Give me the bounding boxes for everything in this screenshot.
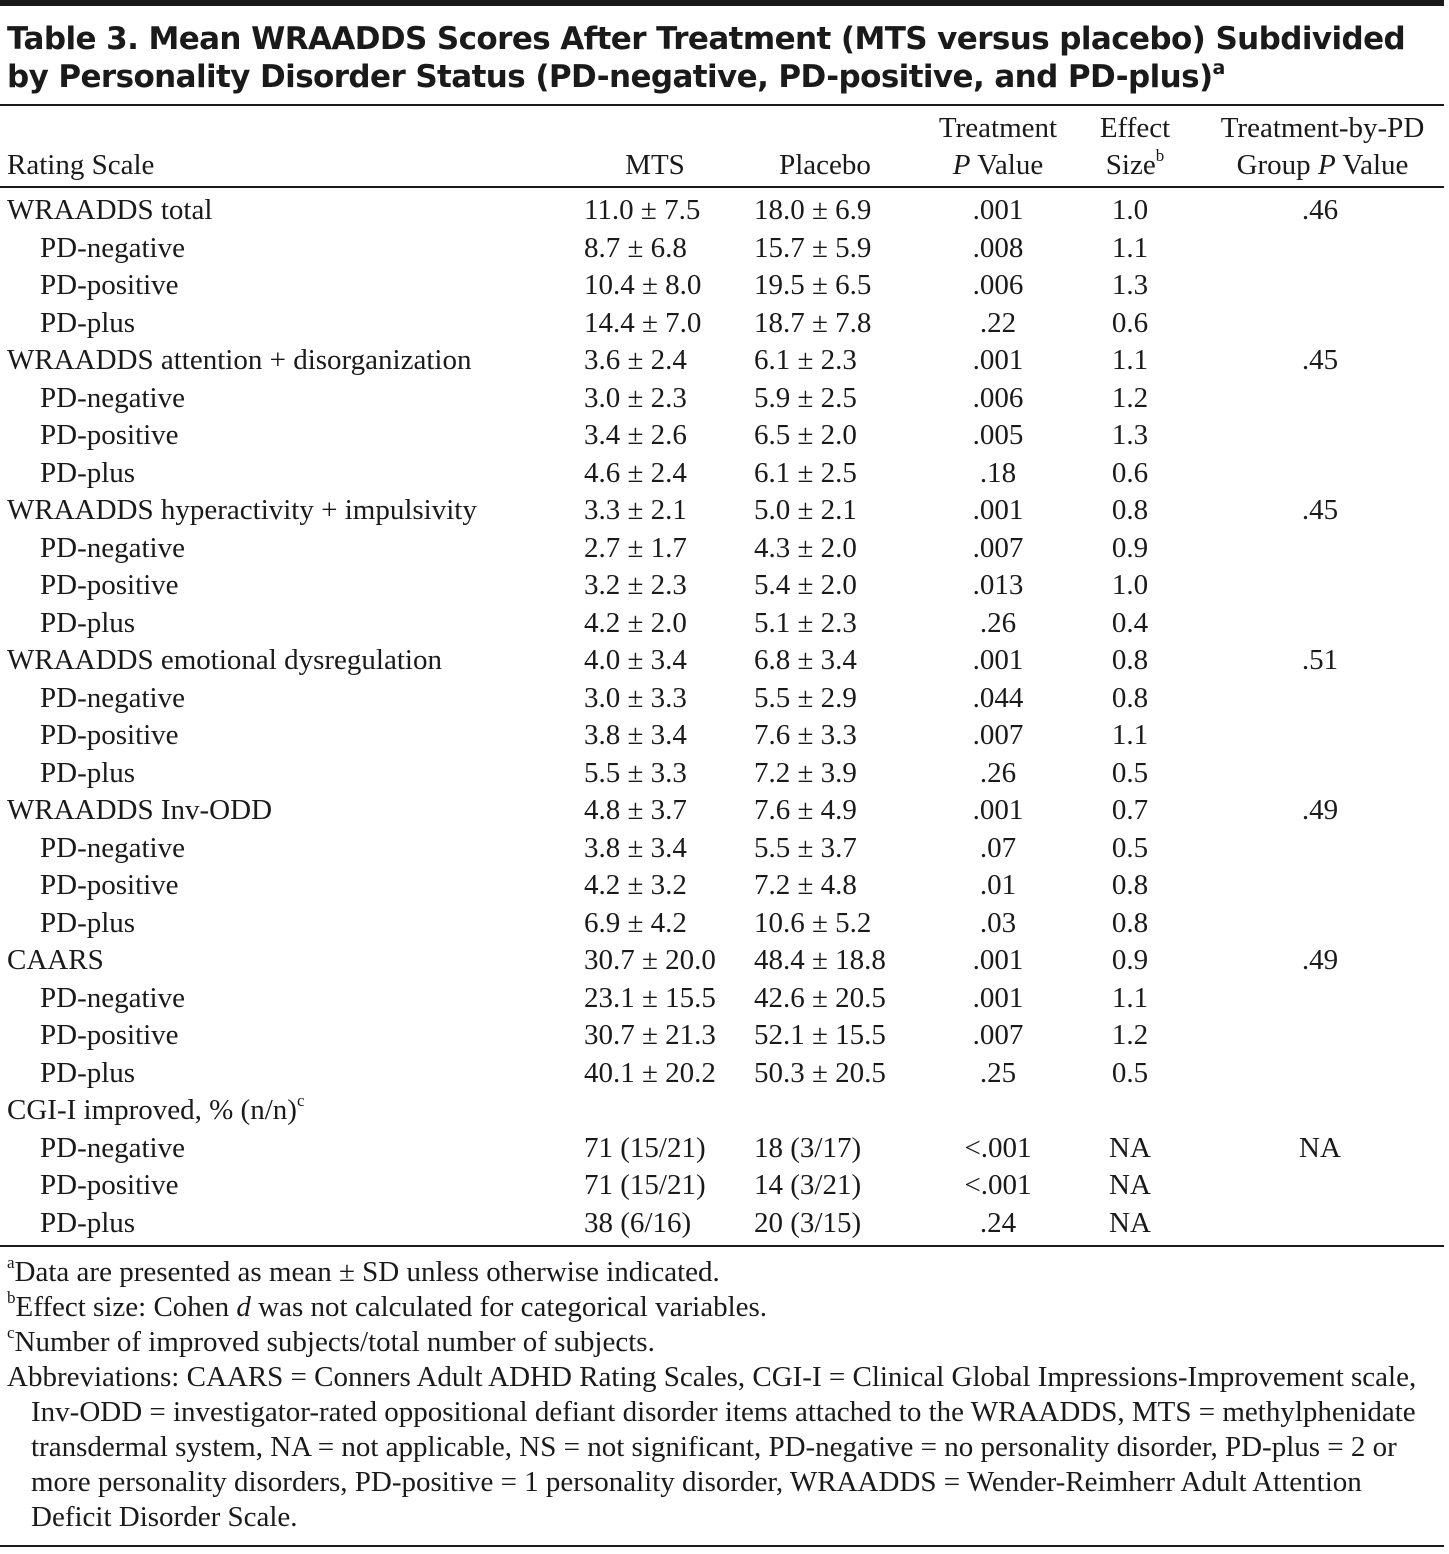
cell-effect-size: 0.8 [1111, 644, 1149, 676]
cell-mts: 3.0 ± 3.3 [584, 681, 687, 714]
table-subrow [0, 417, 1449, 455]
cell-effect-size: 0.8 [1111, 681, 1149, 714]
cell-mts: 3.3 ± 2.1 [584, 494, 687, 526]
cell-effect-size: 1.2 [1111, 1019, 1149, 1051]
cell-treatment-p: .01 [979, 869, 1017, 901]
cell-interaction-p: .45 [1301, 494, 1339, 526]
row-label [7, 1092, 304, 1130]
cell-placebo: 5.5 ± 3.7 [754, 831, 857, 864]
header-effect-size-line1: Effect [1099, 112, 1171, 144]
cell-treatment-p: <.001 [964, 1131, 1032, 1164]
header-effect-size-marker: b [1155, 146, 1165, 165]
table-subrow [0, 1205, 1449, 1243]
row-label: WRAADDS hyperactivity + impulsivity [7, 494, 477, 526]
cell-treatment-p: .001 [972, 494, 1024, 526]
row-label: PD-plus [40, 456, 136, 489]
cell-effect-size: 0.8 [1111, 494, 1149, 526]
cell-interaction-p: .45 [1301, 344, 1339, 376]
cell-placebo: 6.1 ± 2.5 [754, 456, 857, 489]
cell-effect-size: 1.3 [1111, 419, 1149, 451]
cell-placebo: 52.1 ± 15.5 [754, 1019, 886, 1051]
cell-treatment-p: .26 [979, 756, 1017, 789]
bottom-rule [0, 1545, 1444, 1547]
row-label: PD-negative [40, 981, 185, 1014]
top-rule [0, 0, 1444, 6]
cell-mts: 14.4 ± 7.0 [584, 306, 702, 339]
header-treatment-p-rest: Value [970, 149, 1044, 181]
cell-mts: 4.2 ± 2.0 [584, 606, 687, 639]
row-label: WRAADDS emotional dysregulation [7, 644, 442, 676]
cell-placebo: 18.0 ± 6.9 [754, 194, 872, 226]
title-footnote-marker: a [1212, 56, 1225, 79]
row-label: PD-negative [40, 831, 185, 864]
cell-interaction-p: .49 [1301, 944, 1339, 976]
table-subrow [0, 605, 1449, 643]
cell-treatment-p: .007 [972, 531, 1024, 564]
row-label: PD-positive [40, 869, 179, 901]
cell-effect-size: 0.5 [1111, 1056, 1149, 1089]
header-placebo: Placebo [779, 149, 871, 181]
cell-effect-size: 1.2 [1111, 381, 1149, 414]
table-subrow [0, 455, 1449, 493]
footnote-b-text-post: was not calculated for categorical variables. [250, 1291, 768, 1323]
table-title-text: Table 3. Mean WRAADDS Scores After Treatment (MTS versus placebo) Subdivided by Personality Disorder Status (PD-negative, PD-positive, and PD-plus) [7, 21, 1406, 95]
header-top-rule [0, 104, 1444, 106]
cell-effect-size: 0.6 [1111, 306, 1149, 339]
cell-treatment-p: .007 [972, 719, 1024, 751]
cell-effect-size: 0.5 [1111, 756, 1149, 789]
header-effect-size-text: Size [1105, 149, 1156, 181]
cell-placebo: 6.5 ± 2.0 [754, 419, 857, 451]
cell-mts: 30.7 ± 21.3 [584, 1019, 716, 1051]
footnote-b-text-italic: d [236, 1291, 251, 1323]
cell-placebo: 5.9 ± 2.5 [754, 381, 857, 414]
cell-treatment-p: .18 [979, 456, 1017, 489]
cell-placebo: 18.7 ± 7.8 [754, 306, 872, 339]
cell-effect-size: NA [1109, 1131, 1151, 1164]
row-label-text: CGI-I improved, % (n/n) [7, 1094, 297, 1126]
header-bottom-rule [0, 186, 1444, 188]
row-label: PD-positive [40, 419, 179, 451]
header-interaction-line1: Treatment-by-PD [1220, 112, 1425, 144]
cell-effect-size: 1.1 [1111, 344, 1149, 376]
header-mts: MTS [625, 149, 685, 181]
cell-treatment-p: .22 [979, 306, 1017, 339]
cell-placebo: 18 (3/17) [754, 1131, 862, 1164]
table-subrow [0, 755, 1449, 793]
cell-mts: 11.0 ± 7.5 [584, 194, 701, 226]
cell-effect-size: 0.8 [1111, 906, 1149, 939]
cell-treatment-p: .26 [979, 606, 1017, 639]
cell-effect-size: 0.9 [1111, 944, 1149, 976]
cell-interaction-p: .51 [1301, 644, 1339, 676]
table-subrow [0, 1130, 1449, 1168]
cell-mts: 4.0 ± 3.4 [584, 644, 687, 676]
cell-placebo: 6.1 ± 2.3 [754, 344, 857, 376]
row-label: PD-negative [40, 231, 185, 264]
cell-mts: 3.0 ± 2.3 [584, 381, 687, 414]
table-row [0, 492, 1449, 530]
cell-treatment-p: .001 [972, 794, 1024, 826]
cell-effect-size: 0.6 [1111, 456, 1149, 489]
table-row [0, 942, 1449, 980]
body-bottom-rule [0, 1245, 1444, 1247]
row-label: PD-plus [40, 906, 136, 939]
cell-treatment-p: .013 [972, 569, 1024, 601]
cell-mts: 8.7 ± 6.8 [584, 231, 687, 264]
footnote-c-marker: c [7, 1323, 15, 1342]
row-label: PD-positive [40, 269, 179, 301]
table-subrow [0, 680, 1449, 718]
table-subrow [0, 717, 1449, 755]
cell-effect-size: NA [1109, 1169, 1151, 1201]
cell-mts: 3.2 ± 2.3 [584, 569, 687, 601]
row-label: CAARS [7, 944, 104, 976]
header-effect-size-line2 [1080, 147, 1190, 184]
cell-mts: 4.2 ± 3.2 [584, 869, 687, 901]
cell-mts: 23.1 ± 15.5 [584, 981, 716, 1014]
cell-mts: 3.4 ± 2.6 [584, 419, 687, 451]
cell-mts: 38 (6/16) [584, 1206, 692, 1239]
table-row [0, 642, 1449, 680]
table-subrow [0, 267, 1449, 305]
table-row [0, 192, 1449, 230]
row-label: WRAADDS Inv-ODD [7, 794, 273, 826]
cell-placebo: 5.0 ± 2.1 [754, 494, 857, 526]
row-label: PD-negative [40, 381, 185, 414]
footnote-a-marker: a [7, 1253, 15, 1272]
cell-treatment-p: .001 [972, 981, 1024, 1014]
cell-treatment-p: .006 [972, 269, 1024, 301]
footnote-b [7, 1290, 1432, 1325]
cell-placebo: 6.8 ± 3.4 [754, 644, 857, 676]
footnote-b-text-pre: Effect size: Cohen [15, 1291, 237, 1323]
cell-placebo: 15.7 ± 5.9 [754, 231, 872, 264]
cell-effect-size: NA [1109, 1206, 1151, 1239]
cell-effect-size: 1.0 [1111, 569, 1149, 601]
cell-effect-size: 0.8 [1111, 869, 1149, 901]
cell-placebo: 20 (3/15) [754, 1206, 862, 1239]
cell-mts: 10.4 ± 8.0 [584, 269, 702, 301]
cell-effect-size: 0.9 [1111, 531, 1149, 564]
cell-placebo: 5.5 ± 2.9 [754, 681, 857, 714]
cell-interaction-p: NA [1299, 1131, 1341, 1164]
table-subrow [0, 305, 1449, 343]
cell-placebo: 7.2 ± 4.8 [754, 869, 857, 901]
cell-effect-size: 0.7 [1111, 794, 1149, 826]
cell-placebo: 7.2 ± 3.9 [754, 756, 857, 789]
table-row [0, 342, 1449, 380]
cell-treatment-p: <.001 [964, 1169, 1032, 1201]
header-interaction-line2 [1200, 147, 1445, 184]
cell-treatment-p: .24 [979, 1206, 1017, 1239]
table-subrow [0, 980, 1449, 1018]
row-label: PD-plus [40, 1206, 136, 1239]
cell-mts: 3.8 ± 3.4 [584, 719, 687, 751]
table-subrow [0, 567, 1449, 605]
cell-placebo: 48.4 ± 18.8 [754, 944, 886, 976]
cell-mts: 5.5 ± 3.3 [584, 756, 687, 789]
row-label: PD-plus [40, 756, 136, 789]
cell-treatment-p: .03 [979, 906, 1017, 939]
cell-effect-size: 1.1 [1111, 981, 1149, 1014]
row-label: PD-negative [40, 531, 185, 564]
cell-treatment-p: .008 [972, 231, 1024, 264]
cell-treatment-p: .007 [972, 1019, 1024, 1051]
cell-mts: 3.6 ± 2.4 [584, 344, 687, 376]
table-title [7, 20, 1432, 96]
row-label-footnote-marker: c [296, 1091, 305, 1110]
footnote-c-text: Number of improved subjects/total number of subjects. [14, 1326, 655, 1358]
cell-treatment-p: .001 [972, 944, 1024, 976]
cell-mts: 2.7 ± 1.7 [584, 531, 687, 564]
header-interaction-italic: P [1317, 149, 1336, 181]
table-subrow [0, 380, 1449, 418]
header-interaction-pre: Group [1236, 149, 1318, 181]
cell-mts: 71 (15/21) [584, 1131, 706, 1164]
cell-mts: 6.9 ± 4.2 [584, 906, 687, 939]
row-label: PD-positive [40, 1019, 179, 1051]
table-subrow [0, 905, 1449, 943]
row-label: WRAADDS total [7, 194, 213, 226]
cell-placebo: 4.3 ± 2.0 [754, 531, 857, 564]
header-rating-scale: Rating Scale [7, 149, 155, 181]
table-subrow [0, 830, 1449, 868]
cell-placebo: 14 (3/21) [754, 1169, 862, 1201]
table-subrow [0, 1017, 1449, 1055]
footnote-c [7, 1325, 1432, 1360]
cell-treatment-p: .001 [972, 194, 1024, 226]
row-label: WRAADDS attention + disorganization [7, 344, 472, 376]
cell-treatment-p: .001 [972, 344, 1024, 376]
cell-placebo: 50.3 ± 20.5 [754, 1056, 886, 1089]
row-label: PD-positive [40, 569, 179, 601]
table-subrow [0, 1167, 1449, 1205]
cell-mts: 30.7 ± 20.0 [584, 944, 716, 976]
table-subrow [0, 230, 1449, 268]
cell-placebo: 7.6 ± 4.9 [754, 794, 857, 826]
table-subrow [0, 867, 1449, 905]
cell-treatment-p: .07 [979, 831, 1017, 864]
cell-effect-size: 1.1 [1111, 231, 1149, 264]
header-treatment-p-line2 [900, 147, 1096, 184]
cell-placebo: 5.1 ± 2.3 [754, 606, 857, 639]
row-label: PD-negative [40, 1131, 185, 1164]
cell-mts: 40.1 ± 20.2 [584, 1056, 716, 1089]
cell-placebo: 19.5 ± 6.5 [754, 269, 872, 301]
cell-treatment-p: .001 [972, 644, 1024, 676]
cell-mts: 4.8 ± 3.7 [584, 794, 687, 826]
footnote-a-text: Data are presented as mean ± SD unless otherwise indicated. [14, 1256, 720, 1288]
row-label: PD-positive [40, 719, 179, 751]
table-footnotes [7, 1255, 1432, 1535]
cell-treatment-p: .25 [979, 1056, 1017, 1089]
cell-effect-size: 0.5 [1111, 831, 1149, 864]
row-label: PD-positive [40, 1169, 179, 1201]
cell-placebo: 5.4 ± 2.0 [754, 569, 857, 601]
cell-treatment-p: .006 [972, 381, 1024, 414]
header-treatment-p-line1: Treatment [938, 112, 1058, 144]
table-body [0, 192, 1449, 1242]
header-interaction-post: Value [1335, 149, 1409, 181]
row-label: PD-negative [40, 681, 185, 714]
row-label: PD-plus [40, 306, 136, 339]
cell-treatment-p: .005 [972, 419, 1024, 451]
cell-placebo: 7.6 ± 3.3 [754, 719, 857, 751]
table-row [0, 1092, 1449, 1130]
cell-effect-size: 1.3 [1111, 269, 1149, 301]
cell-effect-size: 0.4 [1111, 606, 1149, 639]
table-subrow [0, 530, 1449, 568]
cell-effect-size: 1.1 [1111, 719, 1149, 751]
table-row [0, 792, 1449, 830]
header-treatment-p-italic: P [952, 149, 971, 181]
cell-interaction-p: .49 [1301, 794, 1339, 826]
cell-interaction-p: .46 [1301, 194, 1339, 226]
cell-placebo: 10.6 ± 5.2 [754, 906, 872, 939]
footnote-a [7, 1255, 1432, 1290]
cell-effect-size: 1.0 [1111, 194, 1149, 226]
cell-treatment-p: .044 [972, 681, 1024, 714]
cell-mts: 3.8 ± 3.4 [584, 831, 687, 864]
footnote-b-marker: b [7, 1288, 16, 1307]
cell-mts: 71 (15/21) [584, 1169, 706, 1201]
cell-mts: 4.6 ± 2.4 [584, 456, 687, 489]
cell-placebo: 42.6 ± 20.5 [754, 981, 886, 1014]
abbreviations-note: Abbreviations: CAARS = Conners Adult ADHD Rating Scales, CGI-I = Clinical Global Impressions-Improvement scale, Inv-ODD = investigator-rated oppositional defiant disorder items attached to the WRAADDS, MTS = methylphenidate transdermal system, NA = not applicable, NS = not significant, PD-negative = no personality disorder, PD-plus = 2 or more personality disorders, PD-positive = 1 personality disorder, WRAADDS = Wender-Reimherr Adult Attention Deficit Disorder Scale. [7, 1361, 1417, 1533]
row-label: PD-plus [40, 606, 136, 639]
row-label: PD-plus [40, 1056, 136, 1089]
table-subrow [0, 1055, 1449, 1093]
